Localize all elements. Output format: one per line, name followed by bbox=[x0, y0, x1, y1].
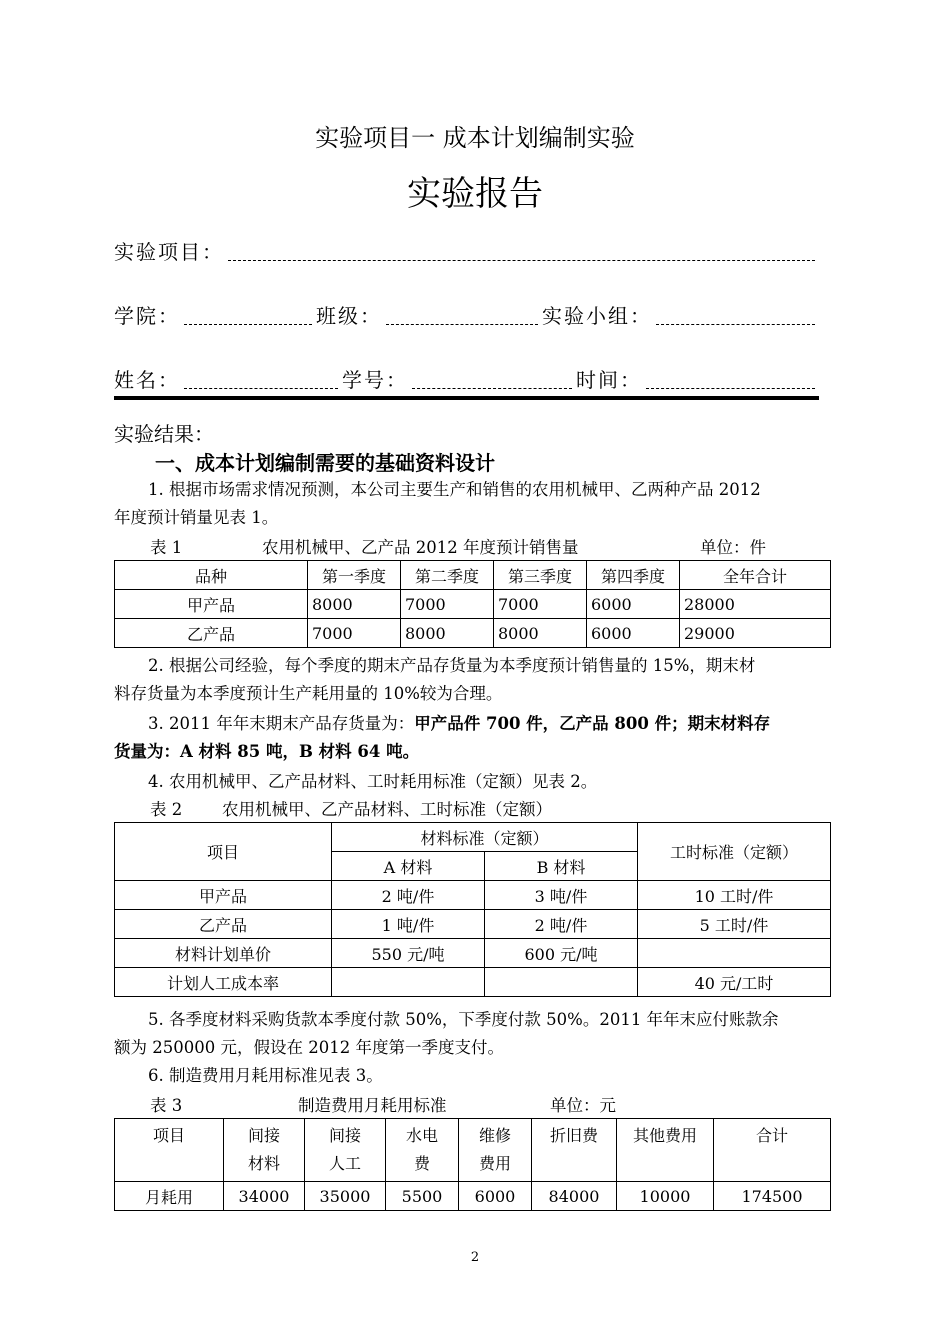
table-cell: 600 元/吨 bbox=[485, 939, 638, 968]
table-cell: 项目 bbox=[115, 1119, 224, 1182]
table-header-row bbox=[115, 1119, 831, 1182]
table-cell: 第二季度 bbox=[401, 561, 494, 590]
table-cell: 34000 bbox=[224, 1182, 305, 1211]
table-cell bbox=[386, 1119, 459, 1182]
table1-caption-title: 农用机械甲、乙产品 2012 年度预计销售量 bbox=[262, 538, 579, 557]
table-row bbox=[115, 939, 831, 968]
table3-caption-title: 制造费用月耗用标准 bbox=[298, 1096, 447, 1115]
table-cell: 合计 bbox=[714, 1119, 831, 1182]
table-cell: 项目 bbox=[115, 823, 332, 881]
table-cell bbox=[459, 1119, 532, 1182]
college-field-row bbox=[114, 300, 819, 329]
table-cell: 第三季度 bbox=[494, 561, 587, 590]
table-cell: 第一季度 bbox=[308, 561, 401, 590]
table-cell: 40 元/工时 bbox=[638, 968, 831, 997]
table-row bbox=[115, 1182, 831, 1211]
table-cell: 84000 bbox=[532, 1182, 617, 1211]
paragraph-3-cont bbox=[114, 738, 837, 766]
header-line: 间接 bbox=[247, 1126, 280, 1145]
table-cell: 5 工时/件 bbox=[638, 910, 831, 939]
table-cell: 3 吨/件 bbox=[485, 881, 638, 910]
table-row bbox=[115, 881, 831, 910]
student-id-label: 学号： bbox=[342, 368, 408, 392]
table-cell: 35000 bbox=[305, 1182, 386, 1211]
header-line: 费 bbox=[413, 1154, 430, 1173]
paragraph-5-cont: 额为 250000 元，假设在 2012 年度第一季度支付。 bbox=[114, 1038, 504, 1057]
table-cell bbox=[332, 968, 485, 997]
table1-caption-number: 表 1 bbox=[150, 538, 183, 557]
project-field-row bbox=[114, 236, 819, 265]
table-cell: A 材料 bbox=[332, 852, 485, 881]
table-cell bbox=[305, 1119, 386, 1182]
group-input-line[interactable] bbox=[656, 306, 815, 325]
paragraph-3-bold: 甲产品件 700 件，乙产品 800 件；期末材料存 bbox=[414, 714, 771, 733]
document-title: 实验项目一 成本计划编制实验 bbox=[315, 124, 635, 152]
header-line: 材料 bbox=[247, 1154, 280, 1173]
name-label: 姓名： bbox=[114, 368, 180, 392]
paragraph-6: 6. 制造费用月耗用标准见表 3。 bbox=[148, 1066, 383, 1085]
table2-caption-title: 农用机械甲、乙产品材料、工时标准（定额） bbox=[222, 800, 552, 819]
table-cell: 6000 bbox=[587, 619, 680, 648]
table-cell: 29000 bbox=[680, 619, 831, 648]
table-cell: 甲产品 bbox=[115, 590, 308, 619]
paragraph-3 bbox=[114, 710, 837, 738]
group-label: 实验小组： bbox=[542, 304, 652, 328]
header-line: 水电 bbox=[405, 1126, 438, 1145]
header-line: 维修 bbox=[478, 1126, 511, 1145]
table-cell: 28000 bbox=[680, 590, 831, 619]
college-input-line[interactable] bbox=[184, 306, 312, 325]
table-row bbox=[115, 619, 831, 648]
table3-caption-unit: 单位：元 bbox=[550, 1096, 616, 1115]
college-label: 学院： bbox=[114, 304, 180, 328]
table-cell: 7000 bbox=[401, 590, 494, 619]
table-cell: 6000 bbox=[459, 1182, 532, 1211]
table-cell: 乙产品 bbox=[115, 910, 332, 939]
header-line: 人工 bbox=[328, 1154, 361, 1173]
table-cell: 折旧费 bbox=[532, 1119, 617, 1182]
table-header-row bbox=[115, 561, 831, 590]
table-cell bbox=[638, 939, 831, 968]
table-row bbox=[115, 968, 831, 997]
name-field-row bbox=[114, 364, 819, 393]
paragraph-1: 1. 根据市场需求情况预测，本公司主要生产和销售的农用机械甲、乙两种产品 2012 bbox=[148, 480, 761, 499]
table-cell: 10 工时/件 bbox=[638, 881, 831, 910]
time-label: 时间： bbox=[576, 368, 642, 392]
header-divider bbox=[114, 396, 819, 400]
table2-caption-number: 表 2 bbox=[150, 800, 183, 819]
table-cell: 1 吨/件 bbox=[332, 910, 485, 939]
table-cell: 计划人工成本率 bbox=[115, 968, 332, 997]
class-label: 班级： bbox=[316, 304, 382, 328]
table-cell: B 材料 bbox=[485, 852, 638, 881]
name-input-line[interactable] bbox=[184, 370, 338, 389]
table2 bbox=[114, 822, 831, 997]
class-input-line[interactable] bbox=[386, 306, 538, 325]
table-cell: 2 吨/件 bbox=[485, 910, 638, 939]
project-label: 实验项目： bbox=[114, 240, 224, 264]
table-cell: 5500 bbox=[386, 1182, 459, 1211]
paragraph-3-text: 3. 2011 年年末期末产品存货量为： bbox=[148, 714, 415, 733]
table3 bbox=[114, 1118, 831, 1211]
header-line: 费用 bbox=[478, 1154, 511, 1173]
results-label: 实验结果： bbox=[114, 422, 214, 446]
table-cell bbox=[485, 968, 638, 997]
table-cell: 7000 bbox=[494, 590, 587, 619]
paragraph-2-cont: 料存货量为本季度预计生产耗用量的 10%较为合理。 bbox=[114, 684, 503, 703]
table-row bbox=[115, 910, 831, 939]
student-id-input-line[interactable] bbox=[412, 370, 572, 389]
table-cell: 550 元/吨 bbox=[332, 939, 485, 968]
section-heading: 一、成本计划编制需要的基础资料设计 bbox=[155, 451, 495, 475]
table1 bbox=[114, 560, 831, 648]
table3-caption-number: 表 3 bbox=[150, 1096, 183, 1115]
table-cell bbox=[224, 1119, 305, 1182]
table-cell: 2 吨/件 bbox=[332, 881, 485, 910]
table-cell: 8000 bbox=[401, 619, 494, 648]
table-cell: 其他费用 bbox=[617, 1119, 714, 1182]
table-cell: 全年合计 bbox=[680, 561, 831, 590]
table-cell: 材料计划单价 bbox=[115, 939, 332, 968]
paragraph-5: 5. 各季度材料采购货款本季度付款 50%，下季度付款 50%。2011 年年末应付账款余 bbox=[148, 1010, 779, 1029]
paragraph-4: 4. 农用机械甲、乙产品材料、工时耗用标准（定额）见表 2。 bbox=[148, 772, 598, 791]
table-cell: 8000 bbox=[308, 590, 401, 619]
table-cell: 乙产品 bbox=[115, 619, 308, 648]
table-cell: 6000 bbox=[587, 590, 680, 619]
table-row bbox=[115, 590, 831, 619]
project-input-line[interactable] bbox=[228, 242, 815, 261]
table-cell: 月耗用 bbox=[115, 1182, 224, 1211]
table1-caption-unit: 单位：件 bbox=[700, 538, 766, 557]
table-cell: 10000 bbox=[617, 1182, 714, 1211]
report-title: 实验报告 bbox=[407, 174, 543, 214]
table-cell: 品种 bbox=[115, 561, 308, 590]
header-line: 间接 bbox=[328, 1126, 361, 1145]
table-cell: 174500 bbox=[714, 1182, 831, 1211]
paragraph-2: 2. 根据公司经验，每个季度的期末产品存货量为本季度预计销售量的 15%，期末材 bbox=[148, 656, 756, 675]
table-header-row bbox=[115, 823, 831, 852]
table-cell: 8000 bbox=[494, 619, 587, 648]
table-cell: 7000 bbox=[308, 619, 401, 648]
page-number: 2 bbox=[470, 1250, 480, 1265]
table-cell: 甲产品 bbox=[115, 881, 332, 910]
paragraph-1-cont: 年度预计销量见表 1。 bbox=[114, 508, 279, 527]
time-input-line[interactable] bbox=[646, 370, 815, 389]
table-cell: 材料标准（定额） bbox=[332, 823, 638, 852]
paragraph-3-bold-cont: 货量为：A 材料 85 吨，B 材料 64 吨。 bbox=[114, 742, 420, 761]
table-cell: 工时标准（定额） bbox=[638, 823, 831, 881]
table-cell: 第四季度 bbox=[587, 561, 680, 590]
